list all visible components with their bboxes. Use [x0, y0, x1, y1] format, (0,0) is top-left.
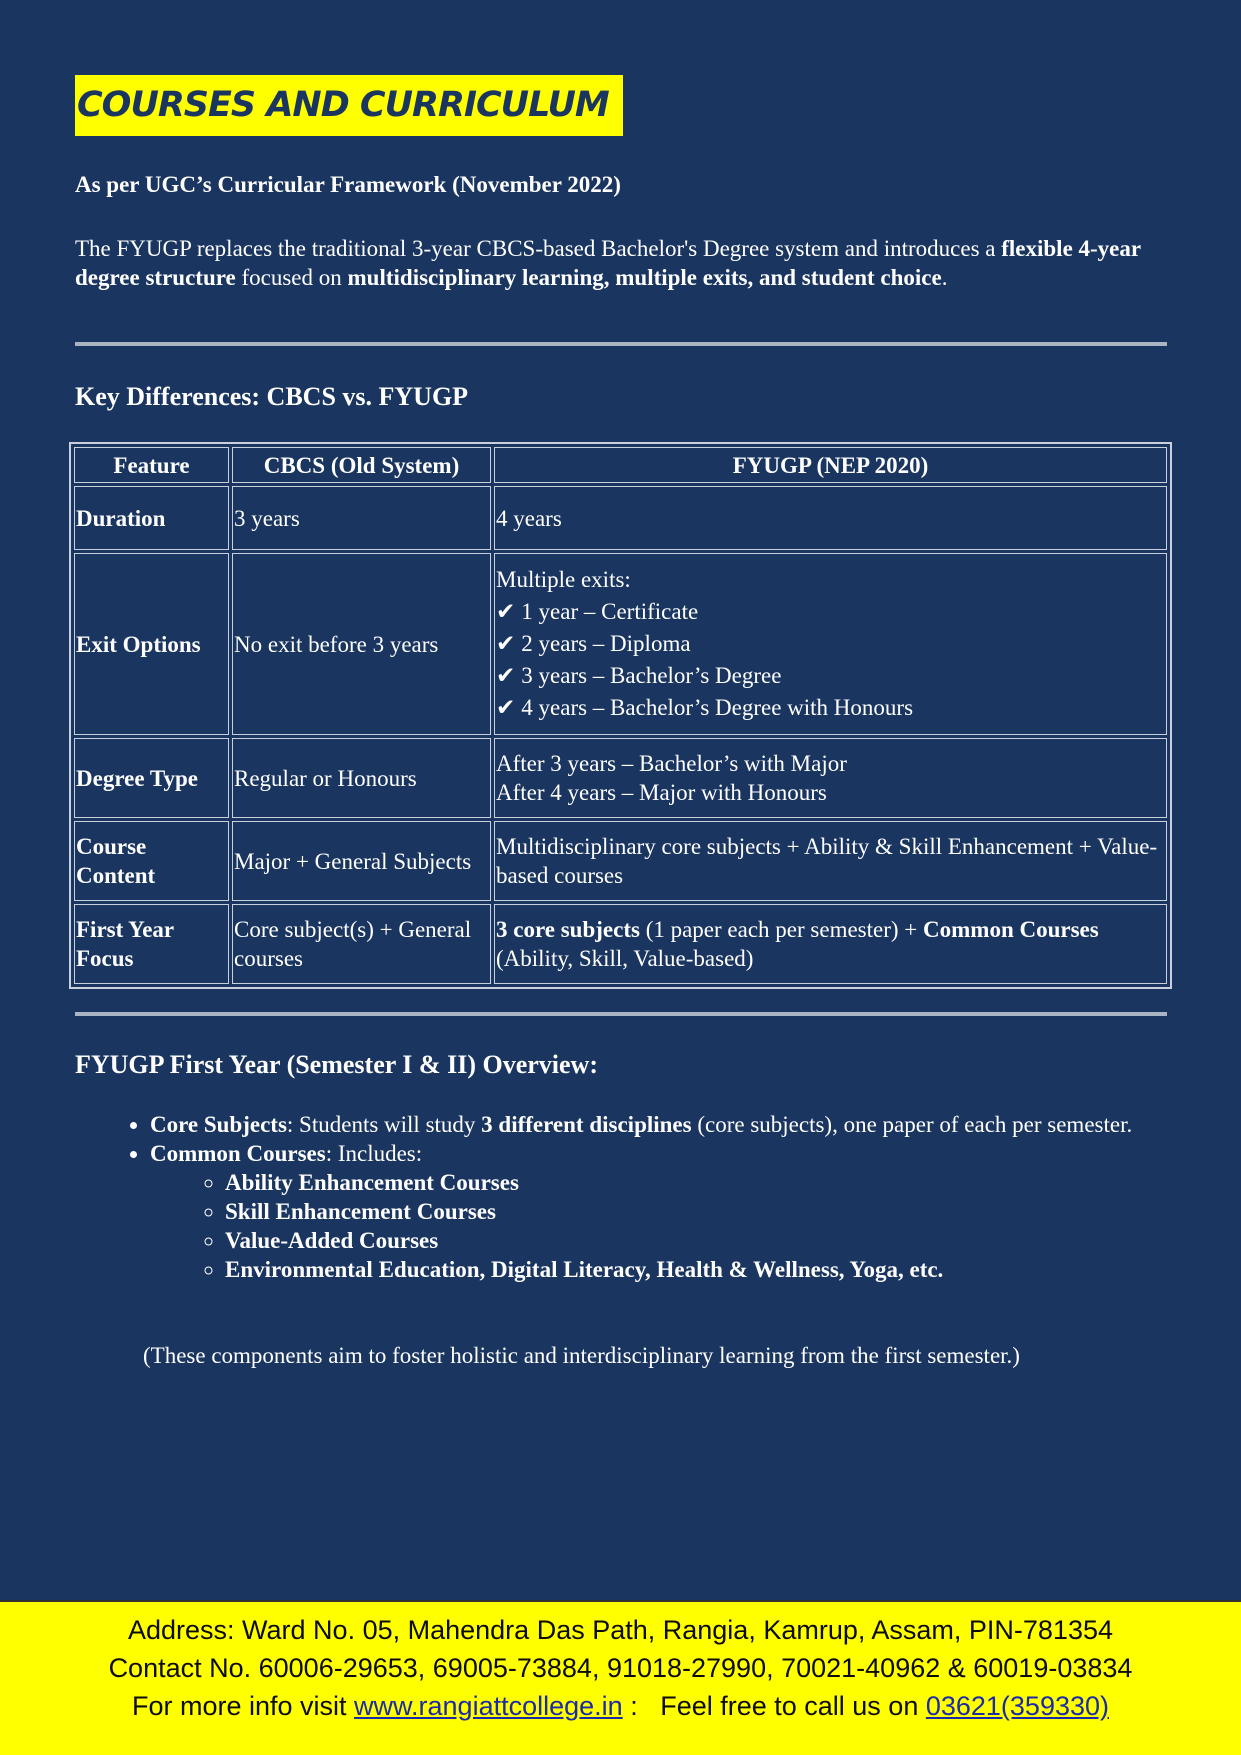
exit-item: ✔ 2 years – Diploma	[496, 631, 691, 656]
list-item: • Common Courses: Includes: ◦ Ability Enhancement Courses ◦ Skill Enhancement Courses ◦ Value-Added Courses ◦ Environmental Education, Digital Literacy, Health & Wellness, Yoga, etc.	[150, 1139, 1240, 1284]
table-row	[74, 821, 1167, 901]
intro-bold-2: multidisciplinary learning, multiple exits, and student choice	[347, 265, 942, 290]
table-row	[74, 486, 1167, 550]
intro-paragraph	[75, 234, 1170, 292]
table-row	[74, 738, 1167, 818]
exit-item: ✔ 3 years – Bachelor’s Degree	[496, 663, 782, 688]
list-item: • Core Subjects: Students will study 3 different disciplines (core subjects), one paper of each per semester.	[150, 1110, 1240, 1139]
check-icon: ✔	[496, 631, 516, 656]
divider-bottom	[75, 1012, 1167, 1016]
exits-intro: Multiple exits:	[496, 567, 631, 592]
list-item: ◦ Value-Added Courses	[225, 1226, 1240, 1255]
divider-top	[75, 342, 1167, 346]
intro-text-2: focused on	[235, 265, 348, 290]
overview-heading: FYUGP First Year (Semester I & II) Overview:	[75, 1050, 598, 1079]
page-title: COURSES AND CURRICULUM	[75, 75, 623, 136]
differences-heading: Key Differences: CBCS vs. FYUGP	[75, 382, 469, 411]
row-fyugp: 3 core subjects (1 paper each per semester) + Common Courses (Ability, Skill, Value-based)	[494, 904, 1167, 984]
row-cbcs: No exit before 3 years	[232, 553, 491, 735]
website-link[interactable]: www.rangiattcollege.in	[354, 1691, 623, 1721]
exit-item: ✔ 4 years – Bachelor’s Degree with Honours	[496, 695, 914, 720]
list-item: ◦ Environmental Education, Digital Literacy, Health & Wellness, Yoga, etc.	[225, 1255, 1240, 1284]
header-fyugp: FYUGP (NEP 2020)	[494, 447, 1167, 483]
intro-text-3: .	[941, 265, 948, 290]
check-icon: ✔	[496, 599, 516, 624]
row-cbcs: 3 years	[232, 486, 491, 550]
row-cbcs: Major + General Subjects	[232, 821, 491, 901]
row-fyugp: 4 years	[494, 486, 1167, 550]
exit-item: ✔ 1 year – Certificate	[496, 599, 699, 624]
row-fyugp: Multidisciplinary core subjects + Ability & Skill Enhancement + Value-based courses	[494, 821, 1167, 901]
common-courses-list	[150, 1168, 1240, 1284]
footer-address: Address: Ward No. 05, Mahendra Das Path, Rangia, Kamrup, Assam, PIN-781354	[128, 1615, 1113, 1645]
phone-link[interactable]: 03621(359330)	[925, 1691, 1110, 1721]
intro-text-1: The FYUGP replaces the traditional 3-year CBCS-based Bachelor's Degree system and introduces a	[75, 236, 1002, 261]
list-item: ◦ Skill Enhancement Courses	[225, 1197, 1240, 1226]
overview-list	[75, 1110, 1240, 1284]
row-feature: First Year Focus	[74, 904, 229, 984]
footer-contact: Contact No. 60006-29653, 69005-73884, 91018-27990, 70021-40962 & 60019-03834	[108, 1653, 1133, 1683]
row-cbcs: Regular or Honours	[232, 738, 491, 818]
check-icon: ✔	[496, 663, 516, 688]
list-item: ◦ Ability Enhancement Courses	[225, 1168, 1240, 1197]
row-feature: Degree Type	[74, 738, 229, 818]
row-cbcs: Core subject(s) + General courses	[232, 904, 491, 984]
table-row	[74, 904, 1167, 984]
header-cbcs: CBCS (Old System)	[232, 447, 491, 483]
row-feature: Duration	[74, 486, 229, 550]
differences-table	[69, 442, 1172, 989]
row-fyugp	[494, 553, 1167, 735]
overview-note: (These components aim to foster holistic and interdisciplinary learning from the first semester.)	[143, 1343, 1020, 1368]
subtitle: As per UGC’s Curricular Framework (November 2022)	[75, 172, 621, 197]
row-feature: Exit Options	[74, 553, 229, 735]
check-icon: ✔	[496, 695, 516, 720]
intro-bold-1: flexible 4-year degree structure	[75, 236, 1141, 290]
table-header-row	[74, 447, 1167, 483]
table-row	[74, 553, 1167, 735]
footer	[0, 1600, 1241, 1755]
footer-info: For more info visit www.rangiattcollege.in : Feel free to call us on 03621(359330)	[131, 1691, 1110, 1721]
row-feature: Course Content	[74, 821, 229, 901]
row-fyugp: After 3 years – Bachelor’s with Major After 4 years – Major with Honours	[494, 738, 1167, 818]
header-feature: Feature	[74, 447, 229, 483]
